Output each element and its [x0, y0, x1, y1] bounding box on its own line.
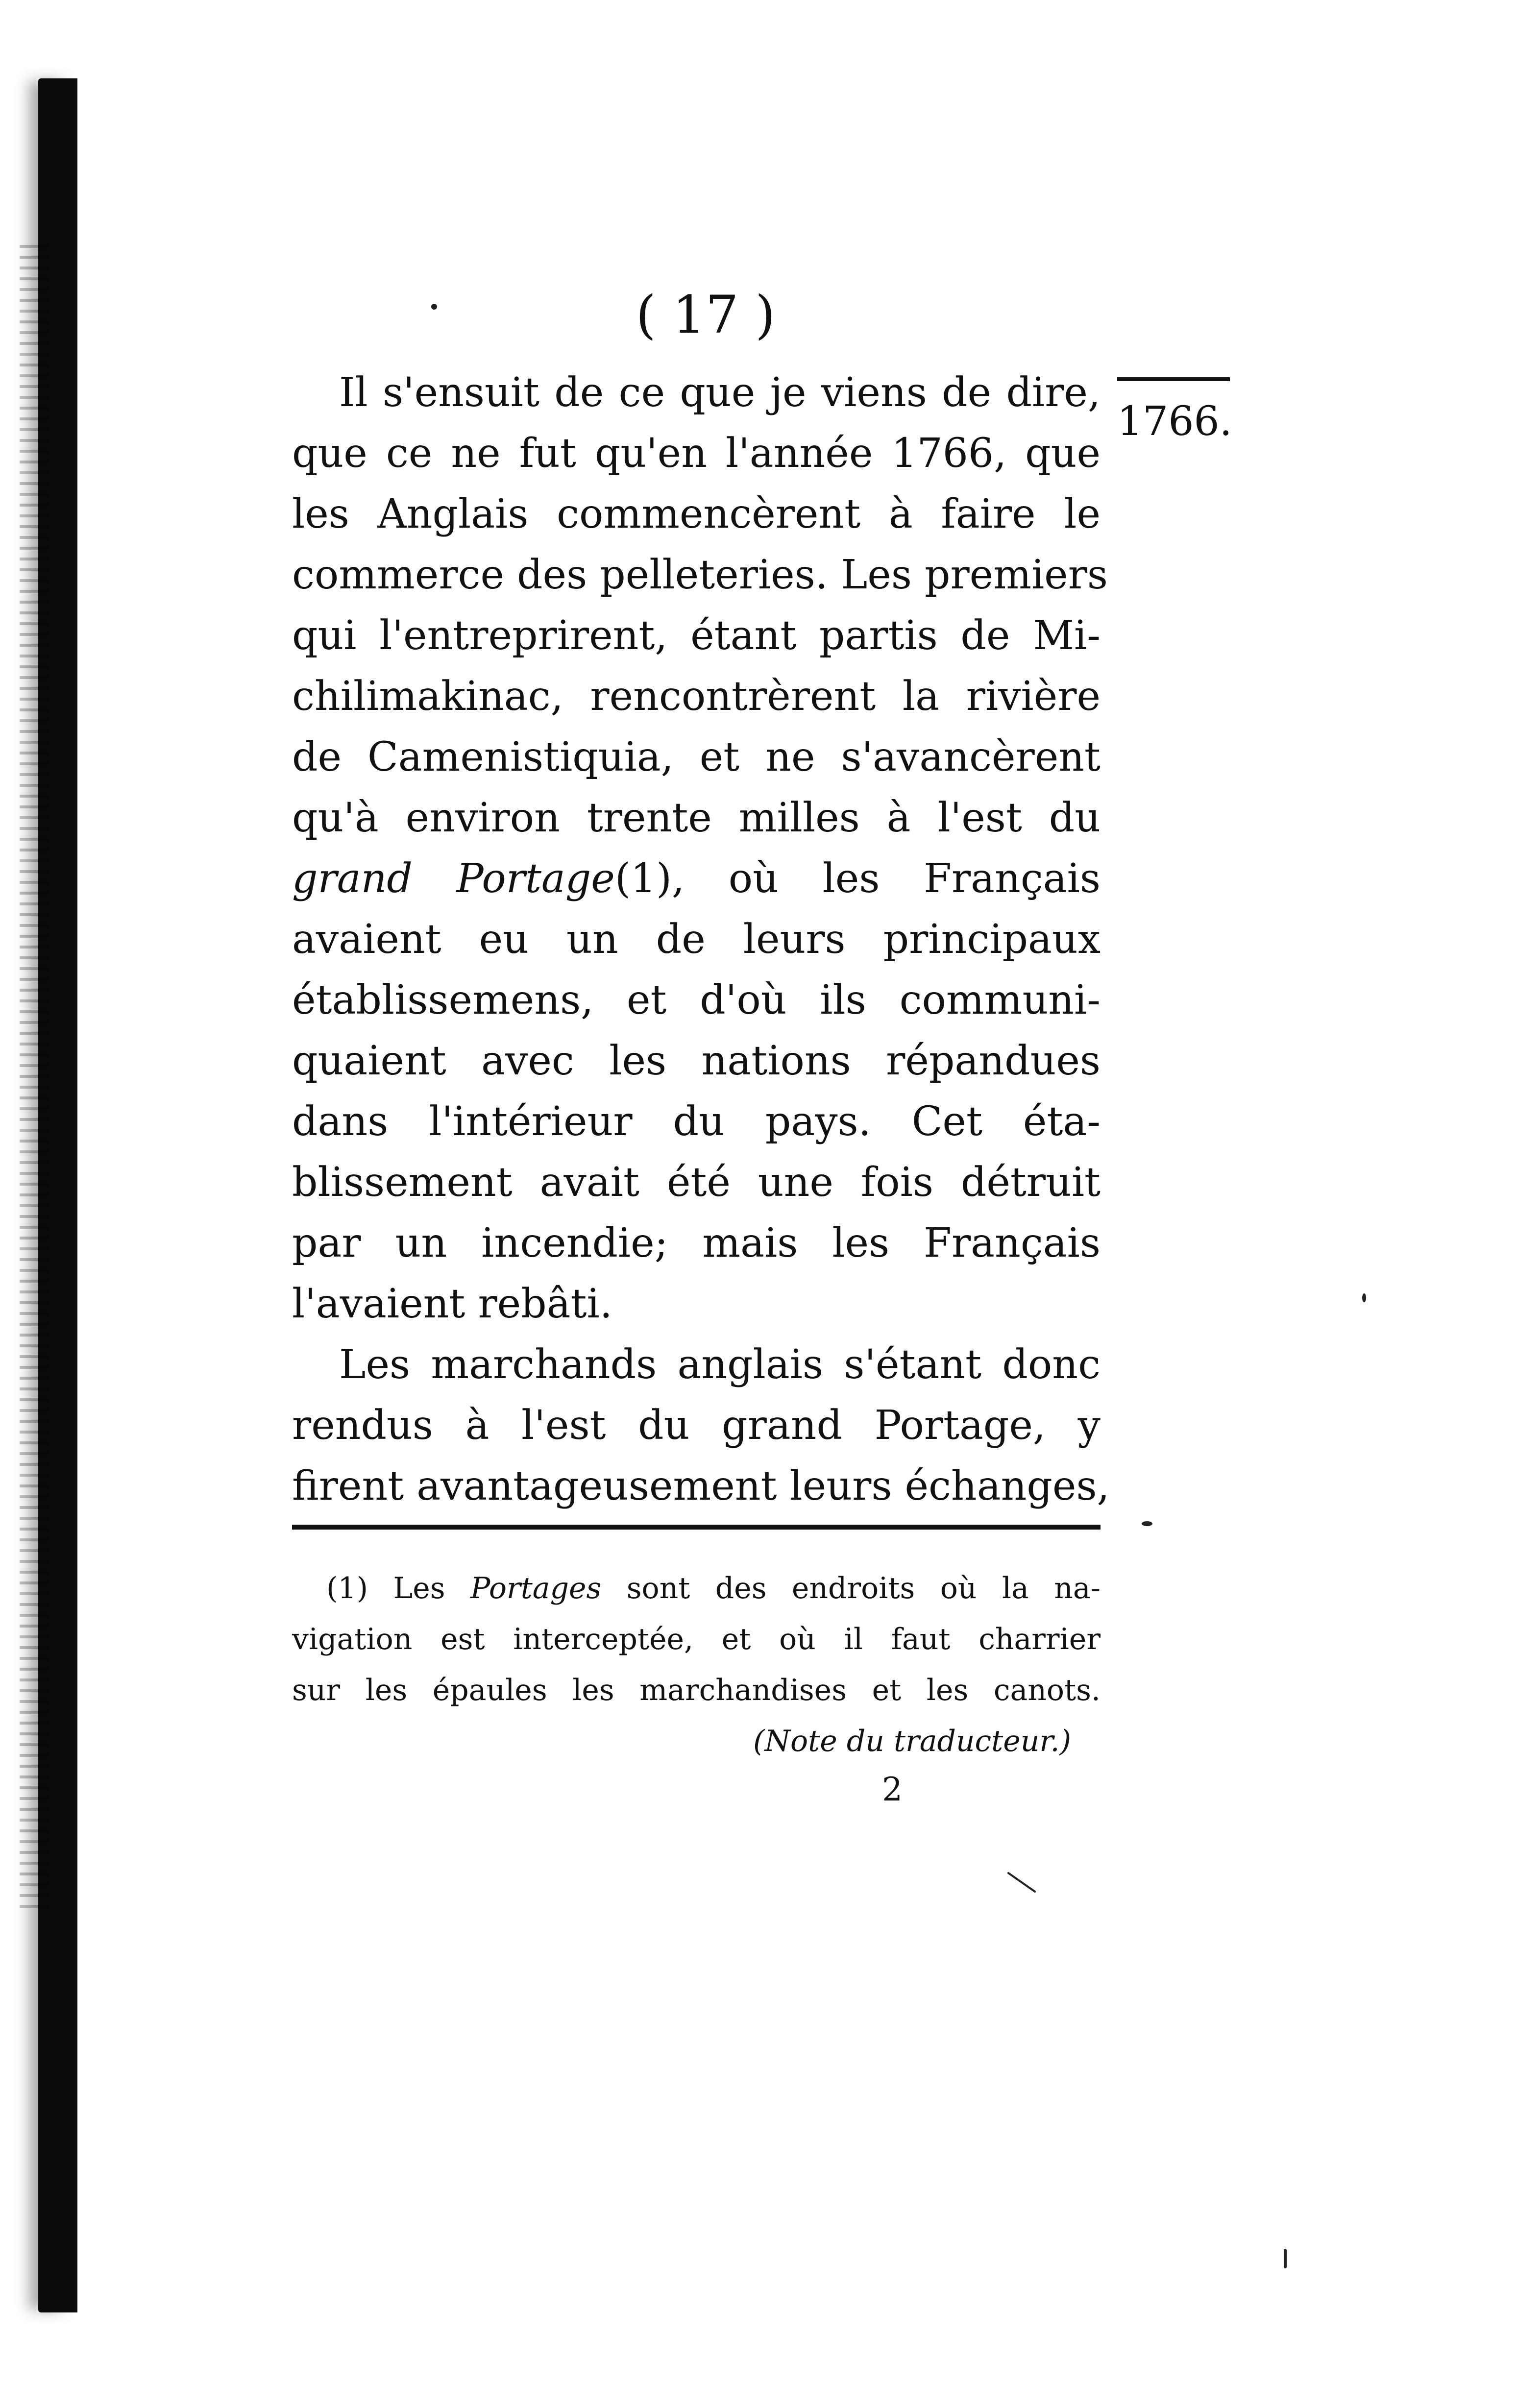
text-line: qu'à environ trente milles à l'est du [292, 795, 1101, 841]
text-line: par un incendie; mais les Français [292, 1220, 1101, 1266]
footnote-italic-word: Portages [470, 1571, 602, 1605]
text-line: Il s'ensuit de ce que je viens de dire, [339, 369, 1101, 416]
text-line-with-italic [292, 849, 1101, 909]
ink-speck [431, 304, 437, 310]
text-line: commerce des pelleteries. Les premiers [292, 552, 1108, 598]
text-line: quaient avec les nations répandues [292, 1038, 1101, 1084]
text-line: qui l'entreprirent, étant partis de Mi- [292, 612, 1101, 659]
footnote-rule [292, 1525, 1101, 1530]
text-line: avaient eu un de leurs principaux [292, 916, 1101, 963]
footnote-line [292, 1563, 1101, 1614]
text-line: rendus à l'est du grand Portage, y [292, 1402, 1101, 1449]
text-line: l'avaient rebâti. [292, 1281, 612, 1327]
text-line: blissement avait été une fois détruit [292, 1159, 1101, 1206]
footnote [292, 1563, 1101, 1767]
text-line: de Camenistiquia, et ne s'avancèrent [292, 734, 1101, 780]
ink-speck [1007, 1872, 1036, 1893]
footnote-note: (Note du traducteur.) [753, 1724, 1071, 1758]
main-text [292, 363, 1110, 1517]
page-number: ( 17 ) [636, 285, 776, 345]
footnote-line: sur les épaules les marchandises et les canots. [292, 1673, 1101, 1707]
footnote-marker: (1) Les [326, 1571, 445, 1605]
text-line-rest: (1), où les Français [614, 855, 1101, 902]
italic-phrase: grand Portage [292, 855, 615, 902]
ink-speck [1142, 1521, 1152, 1526]
text-line: firent avantageusement leurs échanges, [292, 1463, 1110, 1509]
text-line: que ce ne fut qu'en l'année 1766, que [292, 430, 1101, 477]
page-binding-texture [20, 245, 49, 1911]
text-line: chilimakinac, rencontrèrent la rivière [292, 673, 1101, 720]
text-line: Les marchands anglais s'étant donc [339, 1341, 1101, 1388]
signature-mark: 2 [882, 1771, 903, 1808]
footnote-line: vigation est interceptée, et où il faut charrier [292, 1622, 1101, 1656]
margin-rule [1117, 377, 1230, 381]
footnote-line-rest: sont des endroits où la na- [626, 1571, 1101, 1605]
text-line: les Anglais commencèrent à faire le [292, 491, 1101, 537]
margin-year-note: 1766. [1117, 398, 1232, 445]
text-line: dans l'intérieur du pays. Cet éta- [292, 1098, 1101, 1145]
ink-speck [1284, 2249, 1287, 2268]
text-line: établissemens, et d'où ils communi- [292, 977, 1101, 1023]
ink-speck [1362, 1293, 1366, 1302]
